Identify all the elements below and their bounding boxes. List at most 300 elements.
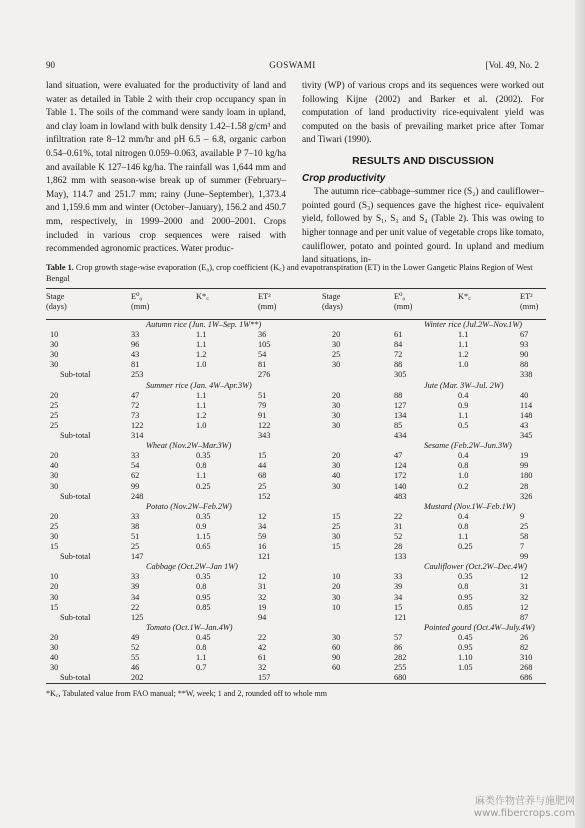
- cell-left-3: 12: [258, 572, 267, 582]
- cell-right-2: 0.25: [458, 542, 473, 552]
- table-row: [46, 451, 546, 461]
- cell-right-1: 15: [394, 602, 403, 612]
- cell-right-1: 127: [394, 400, 407, 410]
- cell-right-2: 0.4: [458, 390, 469, 400]
- cell-left-2: 1.0: [196, 360, 207, 370]
- cell-left-1: 46: [131, 663, 140, 673]
- cell-right-2: 0.85: [458, 602, 473, 612]
- subtotal-row: [46, 431, 546, 441]
- cell-left-3: 16: [258, 542, 267, 552]
- cell-left-2: 1.1: [196, 471, 207, 481]
- header-stage: Stage: [46, 292, 65, 301]
- cell-right-1: 86: [394, 643, 403, 652]
- cell-left-1: 34: [131, 592, 140, 602]
- table-row: [46, 401, 546, 411]
- table-row: [46, 350, 546, 360]
- cell-left-0: 30: [50, 663, 59, 673]
- section-title-left: Wheat (Nov.2W–Mar.3W): [146, 441, 232, 451]
- cell-right-0: 30: [332, 632, 341, 642]
- cell-left-1: 99: [131, 481, 140, 491]
- cell-right-1: 28: [394, 542, 403, 552]
- cell-left-2: 0.45: [196, 632, 211, 642]
- cell-left-0: 30: [50, 350, 59, 360]
- section-title-right: Jute (Mar. 3W–Jul. 2W): [424, 380, 504, 390]
- table-row: [46, 653, 546, 663]
- table-1: [46, 262, 546, 699]
- cell-left-3: 31: [258, 582, 267, 592]
- cell-left-3: 54: [258, 350, 267, 360]
- cell-right-3: 93: [520, 340, 529, 350]
- cell-left-3: 68: [258, 471, 267, 481]
- cell-right-3: 9: [520, 511, 525, 521]
- cell-left-3: 32: [258, 663, 267, 673]
- cell-left-3: 32: [258, 592, 267, 602]
- cell-right-3: 88: [520, 360, 529, 370]
- cell-left-1: 54: [131, 461, 140, 471]
- cell-right-2: 1.1: [458, 531, 469, 541]
- cell-left-1: 51: [131, 531, 140, 541]
- cell-left-0: 20: [50, 511, 59, 521]
- cell-right-3: 25: [520, 521, 529, 531]
- subtotal-row: [46, 552, 546, 562]
- subtotal-et-right: 99: [520, 552, 529, 562]
- cell-right-3: 19: [520, 451, 529, 461]
- cell-right-2: 1.0: [458, 471, 469, 481]
- cell-right-3: 268: [520, 663, 533, 673]
- cell-left-3: 25: [258, 481, 267, 491]
- table-row: [46, 593, 546, 603]
- cell-right-2: 0.2: [458, 481, 469, 491]
- subtotal-et-left: 94: [258, 612, 267, 622]
- cell-right-0: 15: [332, 542, 341, 552]
- page-number: 90: [46, 60, 55, 70]
- header-et-unit: (mm): [258, 302, 277, 311]
- cell-left-0: 30: [50, 531, 59, 541]
- cell-left-0: 30: [50, 643, 59, 652]
- cell-right-0: 30: [332, 340, 341, 350]
- cell-right-2: 0.9: [458, 400, 469, 410]
- cell-left-0: 30: [50, 481, 59, 491]
- table-row: [46, 461, 546, 471]
- cell-right-3: 12: [520, 572, 529, 582]
- subtotal-et-right: 338: [520, 370, 533, 380]
- cell-left-0: 30: [50, 340, 59, 350]
- cell-right-1: 255: [394, 663, 407, 673]
- table-row: [46, 572, 546, 582]
- cell-right-0: 90: [332, 653, 341, 663]
- table-row: [46, 411, 546, 421]
- cell-right-0: 15: [332, 511, 341, 521]
- cell-right-0: 10: [332, 602, 341, 612]
- subtotal-et-left: 157: [258, 673, 271, 683]
- cell-left-0: 15: [50, 602, 59, 612]
- table-row: [46, 643, 546, 653]
- cell-right-2: 1.05: [458, 663, 473, 673]
- table-row: [46, 663, 546, 673]
- cell-left-3: 15: [258, 451, 267, 461]
- cell-right-3: 82: [520, 643, 529, 652]
- cell-left-1: 33: [131, 451, 140, 461]
- subtotal-row: [46, 370, 546, 380]
- cell-left-2: 1.15: [196, 531, 211, 541]
- cell-left-0: 20: [50, 582, 59, 592]
- cell-left-1: 49: [131, 632, 140, 642]
- subtotal-et-left: 152: [258, 491, 271, 501]
- cell-left-0: 25: [50, 521, 59, 531]
- cell-right-0: 30: [332, 410, 341, 420]
- subtotal-e0-left: 314: [131, 431, 144, 441]
- cell-right-2: 0.35: [458, 572, 473, 582]
- cell-right-0: 10: [332, 572, 341, 582]
- cell-right-0: 30: [332, 592, 341, 602]
- cell-left-2: 0.8: [196, 643, 207, 652]
- cell-right-1: 84: [394, 340, 403, 350]
- right-paragraph-1: tivity (WP) of various crops and its sequences were worked out following Kijne (2002) and Barker et al. (2002). For computation of land productivity rice-equivalent yield was computed on the basis of prevailing market price after Tomar and Tiwari (1990).: [302, 81, 544, 146]
- cell-left-0: 25: [50, 420, 59, 430]
- header-stage-right: Stage: [322, 292, 341, 301]
- cell-right-0: 25: [332, 350, 341, 360]
- cell-right-0: 30: [332, 461, 341, 471]
- section-title: RESULTS AND DISCUSSION: [352, 154, 494, 167]
- cell-left-2: 1.1: [196, 340, 207, 350]
- table-row: [46, 471, 546, 481]
- cell-left-1: 96: [131, 340, 140, 350]
- cell-left-3: 81: [258, 360, 267, 370]
- section-title-right: Sesame (Feb.2W–Jun.3W): [424, 441, 512, 451]
- cell-right-1: 34: [394, 592, 403, 602]
- cell-left-2: 0.9: [196, 521, 207, 531]
- table-row: [46, 330, 546, 340]
- subtotal-e0-right: 121: [394, 612, 407, 622]
- cell-left-3: 59: [258, 531, 267, 541]
- cell-right-2: 0.45: [458, 632, 473, 642]
- cell-right-3: 90: [520, 350, 529, 360]
- cell-left-2: 1.2: [196, 350, 207, 360]
- cell-right-3: 99: [520, 461, 529, 471]
- table-bottom-rule: [46, 683, 546, 684]
- cell-left-1: 81: [131, 360, 140, 370]
- section-title-row: [46, 623, 546, 633]
- header-kc: K*꜀: [196, 292, 210, 301]
- subsection-title: Crop productivity: [302, 172, 386, 184]
- subtotal-label: Sub-total: [60, 431, 91, 441]
- cell-left-2: 1.1: [196, 653, 207, 663]
- cell-right-2: 0.4: [458, 511, 469, 521]
- cell-left-0: 10: [50, 330, 59, 340]
- cell-right-0: 30: [332, 420, 341, 430]
- cell-left-0: 40: [50, 653, 59, 663]
- cell-right-3: 31: [520, 582, 529, 592]
- header-kc-right: K*꜀: [458, 292, 472, 301]
- header-days-right: (days): [322, 302, 343, 311]
- cell-left-2: 0.65: [196, 542, 211, 552]
- cell-left-2: 0.95: [196, 592, 211, 602]
- table-row: [46, 340, 546, 350]
- cell-right-0: 30: [332, 481, 341, 491]
- subtotal-e0-right: 680: [394, 673, 407, 683]
- subtotal-et-left: 276: [258, 370, 271, 380]
- subtotal-et-right: 87: [520, 612, 529, 622]
- subtotal-row: [46, 613, 546, 623]
- section-title-left: Summer rice (Jan. 4W–Apr.3W): [146, 380, 252, 390]
- cell-right-1: 282: [394, 653, 407, 663]
- cell-left-0: 30: [50, 360, 59, 370]
- subtotal-label: Sub-total: [60, 370, 91, 380]
- cell-left-3: 122: [258, 420, 271, 430]
- header-et: ET²: [258, 292, 271, 301]
- section-title-right: Winter rice (Jul.2W–Nov.1W): [424, 320, 522, 329]
- cell-right-1: 61: [394, 330, 403, 340]
- section-title-row: [46, 502, 546, 512]
- table-footnote: *K꜀, Tabulated value from FAO manual; **W, week; 1 and 2, rounded off to whole mm: [46, 689, 327, 699]
- cell-left-3: 19: [258, 602, 267, 612]
- table-row: [46, 603, 546, 613]
- subtotal-et-left: 121: [258, 552, 271, 562]
- cell-right-0: 60: [332, 663, 341, 673]
- cell-left-3: 79: [258, 400, 267, 410]
- cell-right-1: 33: [394, 572, 403, 582]
- cell-left-3: 105: [258, 340, 271, 350]
- page-edge-shadow: [575, 0, 585, 828]
- cell-right-2: 1.0: [458, 360, 469, 370]
- cell-right-2: 0.4: [458, 451, 469, 461]
- section-title-row: [46, 562, 546, 572]
- cell-left-1: 43: [131, 350, 140, 360]
- cell-left-1: 39: [131, 582, 140, 592]
- cell-left-1: 38: [131, 521, 140, 531]
- cell-left-1: 22: [131, 602, 140, 612]
- cell-left-0: 15: [50, 542, 59, 552]
- cell-left-2: 1.1: [196, 330, 207, 340]
- cell-right-3: 148: [520, 410, 533, 420]
- header-e0: E⁰₀: [131, 292, 143, 301]
- table-row: [46, 532, 546, 542]
- cell-left-2: 0.8: [196, 461, 207, 471]
- table-row: [46, 421, 546, 431]
- volume-info: [Vol. 49, No. 2: [485, 60, 539, 70]
- cell-right-3: 28: [520, 481, 529, 491]
- cell-right-3: 40: [520, 390, 529, 400]
- cell-right-0: 20: [332, 451, 341, 461]
- cell-right-0: 20: [332, 330, 341, 340]
- table-row: [46, 522, 546, 532]
- cell-left-0: 25: [50, 400, 59, 410]
- subtotal-e0-right: 305: [394, 370, 407, 380]
- cell-left-2: 0.85: [196, 602, 211, 612]
- cell-right-2: 1.2: [458, 350, 469, 360]
- cell-right-1: 134: [394, 410, 407, 420]
- cell-left-1: 52: [131, 643, 140, 652]
- table-label: Table 1.: [46, 263, 74, 272]
- cell-right-1: 31: [394, 521, 403, 531]
- subtotal-e0-left: 248: [131, 491, 144, 501]
- subtotal-label: Sub-total: [60, 491, 91, 501]
- cell-left-2: 0.8: [196, 582, 207, 592]
- cell-left-3: 42: [258, 643, 267, 652]
- cell-left-0: 25: [50, 410, 59, 420]
- cell-left-3: 91: [258, 410, 267, 420]
- header-e0-unit-right: (mm): [394, 302, 413, 311]
- cell-right-1: 124: [394, 461, 407, 471]
- subtotal-et-right: 686: [520, 673, 533, 683]
- cell-right-3: 180: [520, 471, 533, 481]
- table-caption: [46, 262, 546, 284]
- cell-left-0: 40: [50, 461, 59, 471]
- cell-right-1: 39: [394, 582, 403, 592]
- header-et-right: ET²: [520, 292, 533, 301]
- cell-right-1: 85: [394, 420, 403, 430]
- cell-right-3: 114: [520, 400, 533, 410]
- watermark-line-2: www.fibercrops.com: [473, 808, 575, 819]
- cell-left-1: 33: [131, 572, 140, 582]
- cell-left-0: 20: [50, 632, 59, 642]
- cell-right-2: 1.1: [458, 330, 469, 340]
- table-caption-text: Crop growth stage-wise evaporation (E₀), crop coefficient (K꜀) and evapotranspiration (ET) in the Lower Gangetic Plains Region of West Bengal: [46, 263, 533, 283]
- subtotal-e0-left: 253: [131, 370, 144, 380]
- cell-right-0: 20: [332, 390, 341, 400]
- cell-left-0: 30: [50, 471, 59, 481]
- table-body: [46, 320, 546, 683]
- subtotal-et-right: 326: [520, 491, 533, 501]
- left-column: [46, 80, 286, 257]
- table-header: [46, 289, 546, 319]
- cell-left-1: 33: [131, 330, 140, 340]
- cell-left-1: 33: [131, 511, 140, 521]
- cell-left-3: 61: [258, 653, 267, 663]
- section-title-right: Pointed gourd (Oct.4W–July.4W): [424, 622, 535, 632]
- cell-right-1: 172: [394, 471, 407, 481]
- cell-left-3: 12: [258, 511, 267, 521]
- cell-right-2: 0.8: [458, 521, 469, 531]
- section-title-row: [46, 381, 546, 391]
- cell-right-0: 30: [332, 531, 341, 541]
- section-title-right: Mustard (Nov.1W–Feb.1W): [424, 501, 516, 511]
- cell-left-1: 122: [131, 420, 144, 430]
- cell-right-2: 0.95: [458, 592, 473, 602]
- cell-right-3: 26: [520, 632, 529, 642]
- cell-right-0: 30: [332, 400, 341, 410]
- cell-right-3: 43: [520, 420, 529, 430]
- subtotal-row: [46, 673, 546, 683]
- cell-right-1: 88: [394, 390, 403, 400]
- subtotal-label: Sub-total: [60, 552, 91, 562]
- cell-right-1: 57: [394, 632, 403, 642]
- cell-right-3: 12: [520, 602, 529, 612]
- cell-right-2: 0.95: [458, 643, 473, 652]
- cell-right-3: 32: [520, 592, 529, 602]
- cell-left-2: 1.1: [196, 390, 207, 400]
- cell-left-0: 20: [50, 451, 59, 461]
- cell-left-1: 73: [131, 410, 140, 420]
- cell-right-2: 0.8: [458, 461, 469, 471]
- header-e0-right: E⁰₀: [394, 292, 406, 301]
- header-et-unit-right: (mm): [520, 302, 539, 311]
- cell-left-3: 36: [258, 330, 267, 340]
- cell-left-2: 1.1: [196, 400, 207, 410]
- page-header: [46, 60, 539, 74]
- subtotal-e0-right: 434: [394, 431, 407, 441]
- subtotal-label: Sub-total: [60, 673, 91, 683]
- cell-right-3: 310: [520, 653, 533, 663]
- header-days: (days): [46, 302, 67, 311]
- cell-right-0: 25: [332, 521, 341, 531]
- table-row: [46, 512, 546, 522]
- cell-right-2: 1.1: [458, 340, 469, 350]
- cell-right-1: 88: [394, 360, 403, 370]
- cell-left-2: 1.0: [196, 420, 207, 430]
- cell-right-1: 22: [394, 511, 403, 521]
- cell-left-3: 22: [258, 632, 267, 642]
- cell-left-2: 1.2: [196, 410, 207, 420]
- cell-left-0: 30: [50, 592, 59, 602]
- cell-left-0: 20: [50, 390, 59, 400]
- cell-right-0: 60: [332, 643, 341, 652]
- running-head: GOSWAMI: [269, 60, 316, 70]
- cell-left-1: 62: [131, 471, 140, 481]
- cell-right-0: 20: [332, 582, 341, 592]
- subtotal-e0-right: 133: [394, 552, 407, 562]
- cell-right-3: 58: [520, 531, 529, 541]
- subtotal-e0-left: 125: [131, 612, 144, 622]
- subtotal-et-left: 343: [258, 431, 271, 441]
- table-row: [46, 542, 546, 552]
- cell-left-2: 0.35: [196, 511, 211, 521]
- cell-left-3: 44: [258, 461, 267, 471]
- watermark: [474, 796, 575, 820]
- cell-right-1: 52: [394, 531, 403, 541]
- cell-right-0: 40: [332, 471, 341, 481]
- table-row: [46, 482, 546, 492]
- subtotal-row: [46, 492, 546, 502]
- cell-right-0: 30: [332, 360, 341, 370]
- section-title-row: [46, 441, 546, 451]
- cell-right-2: 1.1: [458, 410, 469, 420]
- section-title-left: Tomato (Oct.1W–Jan.4W): [146, 622, 233, 632]
- section-title-row: [46, 320, 546, 330]
- cell-left-3: 51: [258, 390, 267, 400]
- table-row: [46, 391, 546, 401]
- header-e0-unit: (mm): [131, 302, 150, 311]
- cell-left-2: 0.7: [196, 663, 207, 673]
- cell-right-1: 140: [394, 481, 407, 491]
- section-title-left: Cabbage (Oct.2W–Jan 1W): [146, 562, 238, 572]
- cell-left-0: 10: [50, 572, 59, 582]
- table-row: [46, 633, 546, 643]
- cell-right-1: 72: [394, 350, 403, 360]
- cell-left-1: 55: [131, 653, 140, 663]
- cell-left-1: 47: [131, 390, 140, 400]
- section-title-right: Cauliflower (Oct.2W–Dec.4W): [424, 562, 527, 572]
- cell-left-1: 25: [131, 542, 140, 552]
- right-paragraph-2: The autumn rice–cabbage–summer rice (S₂) and cauliflower–pointed gourd (S₃) sequences gave the highest rice- equivalent yield, followed by S₁, S₃ and S₄ (Table 2). This was owing to higher tonnage and per unit value of vegetable crops like tomato, cauliflower, potato and pointed gourd. In upland and medium land situations, in-: [302, 187, 544, 266]
- cell-left-2: 0.35: [196, 572, 211, 582]
- cell-left-3: 34: [258, 521, 267, 531]
- right-column: [302, 80, 544, 268]
- watermark-line-1: 麻类作物营养与施肥网: [475, 796, 575, 807]
- cell-right-2: 0.8: [458, 582, 469, 592]
- cell-right-3: 67: [520, 330, 529, 340]
- subtotal-e0-right: 483: [394, 491, 407, 501]
- section-title-left: Autumn rice (Jun. 1W–Sep. 1W**): [146, 320, 262, 329]
- cell-left-2: 0.35: [196, 451, 211, 461]
- subtotal-label: Sub-total: [60, 612, 91, 622]
- table-row: [46, 582, 546, 592]
- cell-right-1: 47: [394, 451, 403, 461]
- section-title-left: Potato (Nov.2W–Feb.2W): [146, 501, 232, 511]
- cell-right-2: 1.10: [458, 653, 473, 663]
- cell-left-2: 0.25: [196, 481, 211, 491]
- cell-right-3: 7: [520, 542, 525, 552]
